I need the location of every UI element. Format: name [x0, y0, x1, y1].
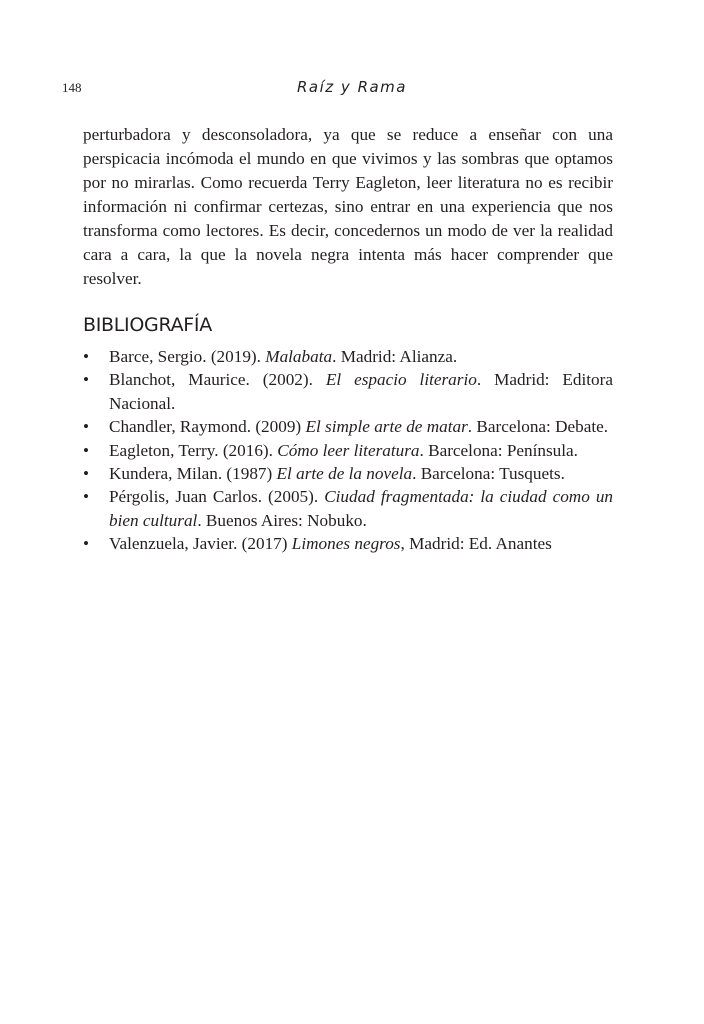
bullet-icon: • — [83, 487, 90, 507]
entry-title: El arte de la novela — [276, 464, 413, 484]
bibliography-heading: BIBLIOGRAFÍA — [83, 314, 212, 336]
entry-title: Limones negros — [291, 534, 401, 554]
body-paragraph: perturbadora y desconsoladora, ya que se reduce a enseñar con una perspicacia incómoda el mundo en que vivimos y las sombras que optamos por no mirarlas. Como recuerda Terry Eagleton, leer literatura no es recibir información ni confirmar certezas, sino entrar en una experiencia que nos transforma como lectores. Es decir, concedernos un modo de ver la realidad cara a cara, la que la novela negra intenta más hacer comprender que resolver. — [83, 125, 613, 288]
bullet-icon: • — [83, 534, 90, 554]
entry-title: El simple arte de matar — [305, 417, 468, 437]
entry-publisher: . Barcelona: Península. — [419, 440, 578, 460]
bibliography-entry-pergolis — [83, 485, 613, 532]
bibliography-entry-chandler — [83, 415, 613, 438]
entry-author-year: Kundera, Milan. (1987) — [109, 464, 277, 484]
entry-title: El espacio literario — [325, 370, 477, 390]
entry-publisher: . Madrid: Editora Nacional. — [109, 370, 613, 413]
bibliography-entry-valenzuela — [83, 532, 613, 555]
entry-author-year: Eagleton, Terry. (2016). — [109, 440, 278, 460]
entry-publisher: . Barcelona: Debate. — [467, 417, 609, 437]
bullet-icon: • — [83, 347, 90, 366]
entry-title: Ciudad fragmentada: la ciudad como un bien cultural — [109, 487, 614, 530]
bibliography-list — [83, 345, 613, 556]
entry-title: Malabata — [265, 347, 333, 366]
entry-publisher: . Barcelona: Tusquets. — [412, 464, 565, 484]
entry-author-year: Chandler, Raymond. (2009) — [109, 417, 306, 437]
page-number: 148 — [62, 80, 82, 95]
bibliography-entry-barce — [83, 345, 613, 368]
entry-publisher: . Madrid: Alianza. — [332, 347, 458, 366]
entry-author-year: Blanchot, Maurice. (2002). — [109, 370, 326, 390]
entry-author-year: Valenzuela, Javier. (2017) — [109, 534, 292, 554]
bullet-icon: • — [83, 440, 90, 460]
bibliography-entry-eagleton — [83, 439, 613, 462]
bullet-icon: • — [83, 464, 90, 484]
bullet-icon: • — [83, 370, 90, 390]
running-head: Raíz y Rama — [297, 78, 407, 96]
bibliography-entry-blanchot — [83, 368, 613, 415]
bullet-icon: • — [83, 417, 90, 437]
entry-publisher: . Buenos Aires: Nobuko. — [197, 510, 367, 530]
entry-publisher: , Madrid: Ed. Anantes — [400, 534, 552, 554]
entry-title: Cómo leer literatura — [277, 440, 420, 460]
bibliography-entry-kundera — [83, 462, 613, 485]
entry-author-year: Pérgolis, Juan Carlos. (2005). — [109, 487, 325, 507]
entry-author-year: Barce, Sergio. (2019). — [109, 347, 266, 366]
